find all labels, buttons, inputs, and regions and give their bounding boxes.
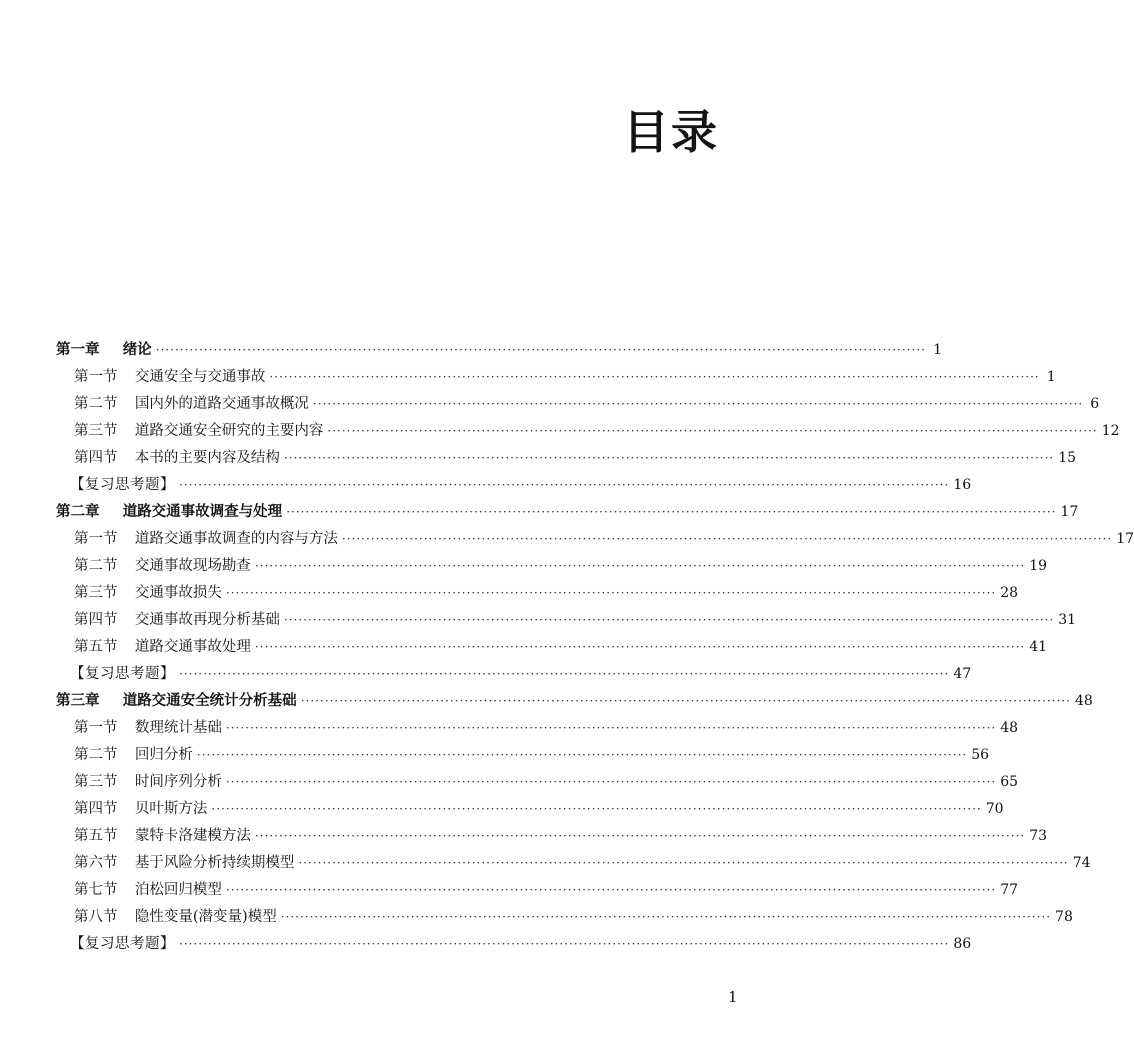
- dot-leader: ································································································································································: [155, 343, 926, 357]
- toc-entry-page: 47: [953, 666, 972, 682]
- dot-leader: ································································································································································: [312, 397, 1084, 411]
- toc-entry-page: 41: [1029, 639, 1048, 655]
- toc-entry-title: 道路交通事故处理: [134, 639, 251, 655]
- toc-entry-label: [74, 852, 294, 874]
- dot-leader: ································································································································································: [283, 613, 1055, 627]
- dot-leader: ································································································································································: [225, 586, 997, 600]
- toc-entry-label: [74, 582, 222, 604]
- toc-entry-number: 第五节: [74, 828, 118, 844]
- toc-entry-label: [74, 609, 280, 631]
- toc-entry-page: 86: [953, 936, 972, 952]
- toc-entry-section[interactable]: [0, 876, 1019, 903]
- table-of-contents: [0, 336, 1134, 957]
- toc-entry-section[interactable]: [0, 822, 1048, 849]
- toc-entry-title: 国内外的道路交通事故概况: [134, 396, 309, 412]
- toc-entry-number: 第二章: [56, 503, 100, 520]
- dot-leader: ································································································································································: [341, 532, 1113, 546]
- dot-leader: ································································································································································: [179, 937, 950, 951]
- toc-entry-page: 74: [1072, 855, 1091, 871]
- toc-entry-section[interactable]: [0, 579, 1019, 606]
- toc-entry-label: [74, 771, 222, 793]
- toc-entry-title: 隐性变量(潜变量)模型: [134, 909, 277, 925]
- toc-entry-section[interactable]: [0, 795, 1004, 822]
- toc-entry-title: 道路交通安全研究的主要内容: [134, 423, 324, 439]
- toc-entry-number: 第二节: [74, 747, 118, 763]
- toc-entry-section[interactable]: [0, 552, 1048, 579]
- toc-entry-section[interactable]: [0, 633, 1048, 660]
- dot-leader: ································································································································································: [327, 424, 1098, 438]
- toc-entry-title: 时间序列分析: [134, 774, 222, 790]
- toc-entry-title: 泊松回归模型: [134, 882, 222, 898]
- toc-entry-label: [56, 690, 297, 712]
- toc-entry-review[interactable]: [0, 660, 972, 687]
- toc-entry-section[interactable]: [0, 714, 1019, 741]
- toc-entry-label: [70, 933, 175, 955]
- toc-entry-title: 交通安全与交通事故: [134, 369, 266, 385]
- dot-leader: ································································································································································: [225, 775, 997, 789]
- toc-entry-number: 第二节: [74, 396, 118, 412]
- toc-entry-section[interactable]: [0, 363, 1056, 390]
- dot-leader: ································································································································································: [225, 721, 997, 735]
- toc-entry-label: [70, 663, 175, 685]
- toc-entry-number: 第一章: [56, 341, 100, 358]
- toc-entry-title: 道路交通事故调查的内容与方法: [134, 531, 338, 547]
- toc-entry-title: 回归分析: [134, 747, 193, 763]
- page-number: 1: [728, 988, 738, 1006]
- toc-entry-number: 第五节: [74, 639, 118, 655]
- toc-entry-label: [74, 447, 280, 469]
- toc-entry-title: 【复习思考题】: [70, 936, 175, 952]
- toc-entry-section[interactable]: [0, 444, 1077, 471]
- toc-entry-section[interactable]: [0, 768, 1019, 795]
- page-title: 目录: [623, 105, 719, 159]
- toc-entry-number: 第一节: [74, 720, 118, 736]
- toc-entry-number: 第一节: [74, 369, 118, 385]
- toc-entry-review[interactable]: [0, 471, 972, 498]
- dot-leader: ································································································································································: [300, 694, 1071, 708]
- toc-entry-page: 48: [1000, 720, 1019, 736]
- dot-leader: ································································································································································: [179, 667, 950, 681]
- toc-entry-page: 65: [1000, 774, 1019, 790]
- toc-entry-page: 1: [1046, 369, 1056, 385]
- toc-entry-page: 77: [1000, 882, 1019, 898]
- dot-leader: ································································································································································: [254, 829, 1026, 843]
- dot-leader: ································································································································································: [179, 478, 950, 492]
- toc-entry-title: 道路交通事故调查与处理: [122, 503, 283, 520]
- toc-entry-page: 17: [1116, 531, 1134, 547]
- toc-entry-page: 6: [1090, 396, 1100, 412]
- toc-entry-number: 第三节: [74, 423, 118, 439]
- toc-entry-page: 12: [1101, 423, 1120, 439]
- toc-entry-page: 73: [1029, 828, 1048, 844]
- dot-leader: ································································································································································: [254, 559, 1026, 573]
- toc-entry-page: 16: [953, 477, 972, 493]
- dot-leader: ································································································································································: [269, 370, 1040, 384]
- toc-entry-chapter[interactable]: [0, 498, 1079, 525]
- toc-entry-page: 56: [971, 747, 990, 763]
- toc-entry-title: 【复习思考题】: [70, 477, 175, 493]
- toc-entry-number: 第四节: [74, 450, 118, 466]
- toc-entry-label: [70, 474, 175, 496]
- toc-entry-label: [74, 717, 222, 739]
- toc-entry-title: 交通事故现场勘查: [134, 558, 251, 574]
- toc-entry-chapter[interactable]: [0, 687, 1093, 714]
- toc-entry-number: 第六节: [74, 855, 118, 871]
- dot-leader: ································································································································································: [196, 748, 968, 762]
- dot-leader: ································································································································································: [225, 883, 997, 897]
- toc-entry-number: 第三节: [74, 585, 118, 601]
- toc-entry-number: 第八节: [74, 909, 118, 925]
- toc-entry-label: [74, 528, 338, 550]
- toc-entry-title: 交通事故再现分析基础: [134, 612, 280, 628]
- dot-leader: ································································································································································: [283, 451, 1055, 465]
- toc-entry-label: [56, 339, 152, 361]
- toc-entry-page: 17: [1060, 504, 1079, 520]
- toc-entry-title: 贝叶斯方法: [134, 801, 208, 817]
- toc-entry-title: 本书的主要内容及结构: [134, 450, 280, 466]
- dot-leader: ································································································································································: [298, 856, 1069, 870]
- toc-entry-title: 【复习思考题】: [70, 666, 175, 682]
- toc-entry-section[interactable]: [0, 390, 1100, 417]
- toc-entry-chapter[interactable]: [0, 336, 942, 363]
- toc-entry-page: 15: [1058, 450, 1077, 466]
- toc-entry-title: 绪论: [122, 341, 152, 358]
- toc-entry-number: 第七节: [74, 882, 118, 898]
- toc-entry-label: [74, 879, 222, 901]
- toc-entry-label: [74, 366, 265, 388]
- toc-entry-label: [74, 825, 251, 847]
- toc-entry-page: 48: [1075, 693, 1093, 709]
- toc-entry-page: 28: [1000, 585, 1019, 601]
- toc-entry-label: [74, 636, 251, 658]
- toc-entry-page: 78: [1055, 909, 1073, 925]
- toc-entry-number: 第四节: [74, 801, 118, 817]
- toc-entry-label: [74, 555, 251, 577]
- toc-entry-section[interactable]: [0, 525, 1134, 552]
- toc-entry-number: 第一节: [74, 531, 118, 547]
- toc-entry-label: [56, 501, 282, 523]
- toc-entry-section[interactable]: [0, 606, 1077, 633]
- toc-entry-section[interactable]: [0, 417, 1120, 444]
- toc-entry-page: 1: [933, 342, 942, 358]
- toc-entry-section[interactable]: [0, 741, 990, 768]
- toc-entry-title: 数理统计基础: [134, 720, 222, 736]
- dot-leader: ································································································································································: [211, 802, 982, 816]
- toc-entry-page: 31: [1058, 612, 1077, 628]
- toc-entry-section[interactable]: [0, 849, 1091, 876]
- toc-entry-label: [74, 420, 323, 442]
- toc-entry-label: [74, 744, 193, 766]
- toc-entry-number: 第二节: [74, 558, 118, 574]
- dot-leader: ································································································································································: [280, 910, 1052, 924]
- toc-entry-section[interactable]: [0, 903, 1073, 930]
- toc-entry-label: [74, 906, 277, 928]
- toc-entry-number: 第三章: [56, 692, 100, 709]
- toc-entry-title: 蒙特卡洛建模方法: [134, 828, 251, 844]
- dot-leader: ································································································································································: [286, 505, 1057, 519]
- toc-entry-title: 交通事故损失: [134, 585, 222, 601]
- dot-leader: ································································································································································: [254, 640, 1026, 654]
- toc-entry-title: 基于风险分析持续期模型: [134, 855, 295, 871]
- toc-entry-page: 19: [1029, 558, 1048, 574]
- toc-entry-page: 70: [985, 801, 1004, 817]
- toc-entry-label: [74, 798, 207, 820]
- toc-entry-number: 第四节: [74, 612, 118, 628]
- toc-entry-review[interactable]: [0, 930, 972, 957]
- toc-entry-title: 道路交通安全统计分析基础: [122, 692, 297, 709]
- toc-entry-number: 第三节: [74, 774, 118, 790]
- toc-entry-label: [74, 393, 309, 415]
